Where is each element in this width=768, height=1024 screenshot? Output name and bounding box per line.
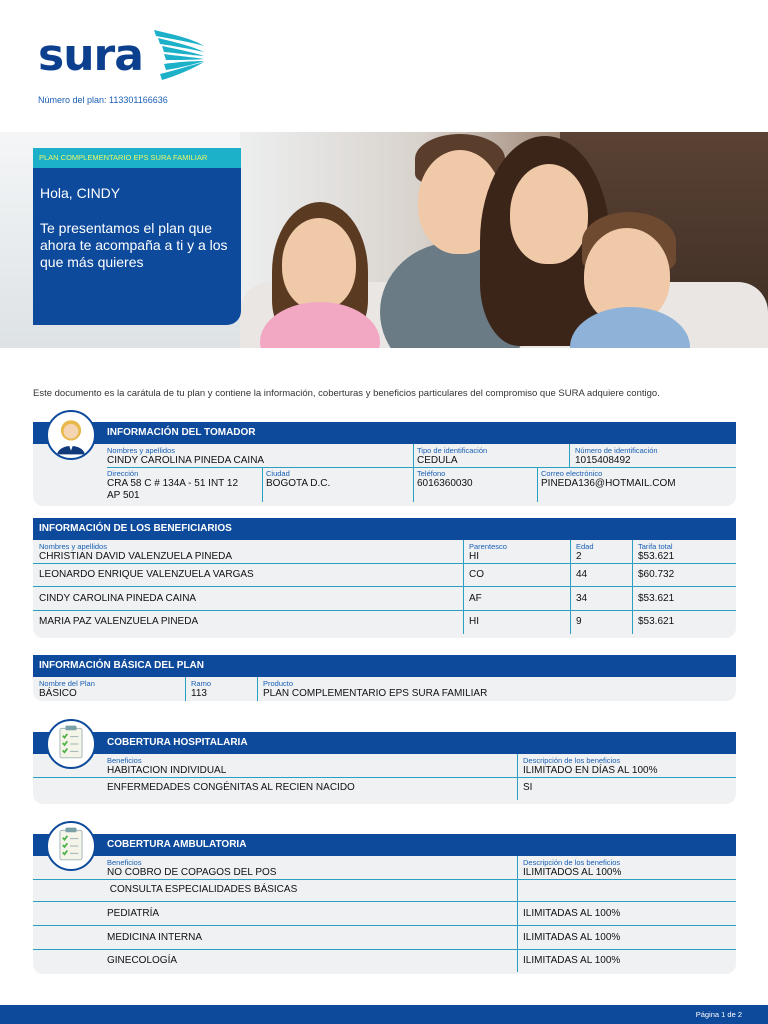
- checklist-icon: [46, 719, 96, 769]
- footer-bar: [0, 1005, 768, 1024]
- table-row-age: 2: [576, 551, 582, 562]
- avatar-icon: [46, 410, 96, 460]
- benefits-label: Beneficios: [107, 756, 142, 765]
- id-type-label: Tipo de identificación: [417, 446, 488, 455]
- plan-section: [33, 655, 736, 701]
- hospitalaria-title: COBERTURA HOSPITALARIA: [33, 732, 736, 754]
- email: PINEDA136@HOTMAIL.COM: [541, 478, 676, 489]
- phone-label: Teléfono: [417, 469, 446, 478]
- list-item: CONSULTA ESPECIALIDADES BÁSICAS: [107, 884, 298, 895]
- id-number: 1015408492: [575, 455, 631, 466]
- plan-title: INFORMACIÓN BÁSICA DEL PLAN: [33, 655, 736, 677]
- ambulatoria-section: [33, 834, 736, 974]
- table-row-name: LEONARDO ENRIQUE VALENZUELA VARGAS: [39, 569, 254, 580]
- list-item-value: ILIMITADOS AL 100%: [523, 867, 622, 878]
- city-label: Ciudad: [266, 469, 290, 478]
- name-label: Nombres y apellidos: [107, 446, 175, 455]
- table-row-relation: HI: [469, 616, 479, 627]
- benefits-label: Beneficios: [107, 858, 142, 867]
- plan-number: Número del plan: 113301166636: [38, 95, 168, 105]
- table-row-age: 9: [576, 616, 582, 627]
- list-item: PEDIATRÍA: [107, 908, 160, 919]
- table-row-age: 44: [576, 569, 588, 580]
- col-age: Edad: [576, 542, 594, 551]
- tomador-title: INFORMACIÓN DEL TOMADOR: [33, 422, 736, 444]
- table-row-fee: $53.621: [638, 616, 675, 627]
- list-item-value: ILIMITADAS AL 100%: [523, 908, 621, 919]
- table-row-relation: HI: [469, 551, 479, 562]
- col-relation: Parentesco: [469, 542, 507, 551]
- address-line1: CRA 58 C # 134A - 51 INT 12: [107, 478, 239, 489]
- page-number: Página 1 de 2: [695, 1010, 742, 1019]
- table-row-fee: $53.621: [638, 593, 675, 604]
- plan-name: BÁSICO: [39, 688, 77, 699]
- plan-name-label: Nombre del Plan: [39, 679, 95, 688]
- benefits-desc-label: Descripción de los beneficios: [523, 756, 621, 765]
- list-item-value: ILIMITADAS AL 100%: [523, 955, 621, 966]
- ambulatoria-title: COBERTURA AMBULATORIA: [33, 834, 736, 856]
- beneficiarios-section: [33, 518, 736, 638]
- email-label: Correo electrónico: [541, 469, 603, 478]
- table-row-name: CHRISTIAN DAVID VALENZUELA PINEDA: [39, 551, 233, 562]
- plan-tag: PLAN COMPLEMENTARIO EPS SURA FAMILIAR: [33, 148, 241, 168]
- list-item-value: SI: [523, 782, 533, 793]
- wings-icon: [146, 24, 206, 84]
- table-row-name: MARIA PAZ VALENZUELA PINEDA: [39, 616, 199, 627]
- table-row-fee: $53.621: [638, 551, 675, 562]
- address-label: Dirección: [107, 469, 139, 478]
- greeting: Hola, CINDY: [40, 185, 121, 201]
- product-label: Producto: [263, 679, 294, 688]
- hero-card: [33, 148, 241, 325]
- list-item-value: ILIMITADO EN DÍAS AL 100%: [523, 765, 658, 776]
- list-item: ENFERMEDADES CONGÉNITAS AL RECIEN NACIDO: [107, 782, 355, 793]
- tomador-section: [33, 422, 736, 506]
- table-row-fee: $60.732: [638, 569, 675, 580]
- sura-logo: [38, 24, 203, 88]
- list-item: NO COBRO DE COPAGOS DEL POS: [107, 867, 277, 878]
- id-number-label: Número de identificación: [575, 446, 658, 455]
- intro-text: Este documento es la carátula de tu plan y contiene la información, coberturas y beneficios particulares del compromiso que SURA adquiere contigo.: [33, 388, 660, 399]
- ramo-label: Ramo: [191, 679, 212, 688]
- table-row-age: 34: [576, 593, 588, 604]
- id-type: CEDULA: [417, 455, 458, 466]
- product: PLAN COMPLEMENTARIO EPS SURA FAMILIAR: [263, 688, 488, 699]
- benefits-desc-label: Descripción de los beneficios: [523, 858, 621, 867]
- list-item: HABITACION INDIVIDUAL: [107, 765, 227, 776]
- table-row-relation: CO: [469, 569, 484, 580]
- tomador-name: CINDY CAROLINA PINEDA CAINA: [107, 455, 265, 466]
- table-row-relation: AF: [469, 593, 482, 604]
- ramo: 113: [191, 688, 207, 699]
- address-line2: AP 501: [107, 490, 140, 501]
- hero-message: Te presentamos el plan que ahora te acompaña a ti y a los que más quieres: [40, 220, 228, 270]
- list-item: MEDICINA INTERNA: [107, 932, 203, 943]
- checklist-icon: [46, 821, 96, 871]
- col-fee: Tarifa total: [638, 542, 673, 551]
- beneficiarios-title: INFORMACIÓN DE LOS BENEFICIARIOS: [33, 518, 736, 540]
- city: BOGOTA D.C.: [266, 478, 331, 489]
- hospitalaria-section: [33, 732, 736, 804]
- col-name: Nombres y apellidos: [39, 542, 107, 551]
- list-item: GINECOLOGÍA: [107, 955, 178, 966]
- list-item-value: ILIMITADAS AL 100%: [523, 932, 621, 943]
- phone: 6016360030: [417, 478, 473, 489]
- brand-name: sura: [38, 30, 143, 81]
- table-row-name: CINDY CAROLINA PINEDA CAINA: [39, 593, 197, 604]
